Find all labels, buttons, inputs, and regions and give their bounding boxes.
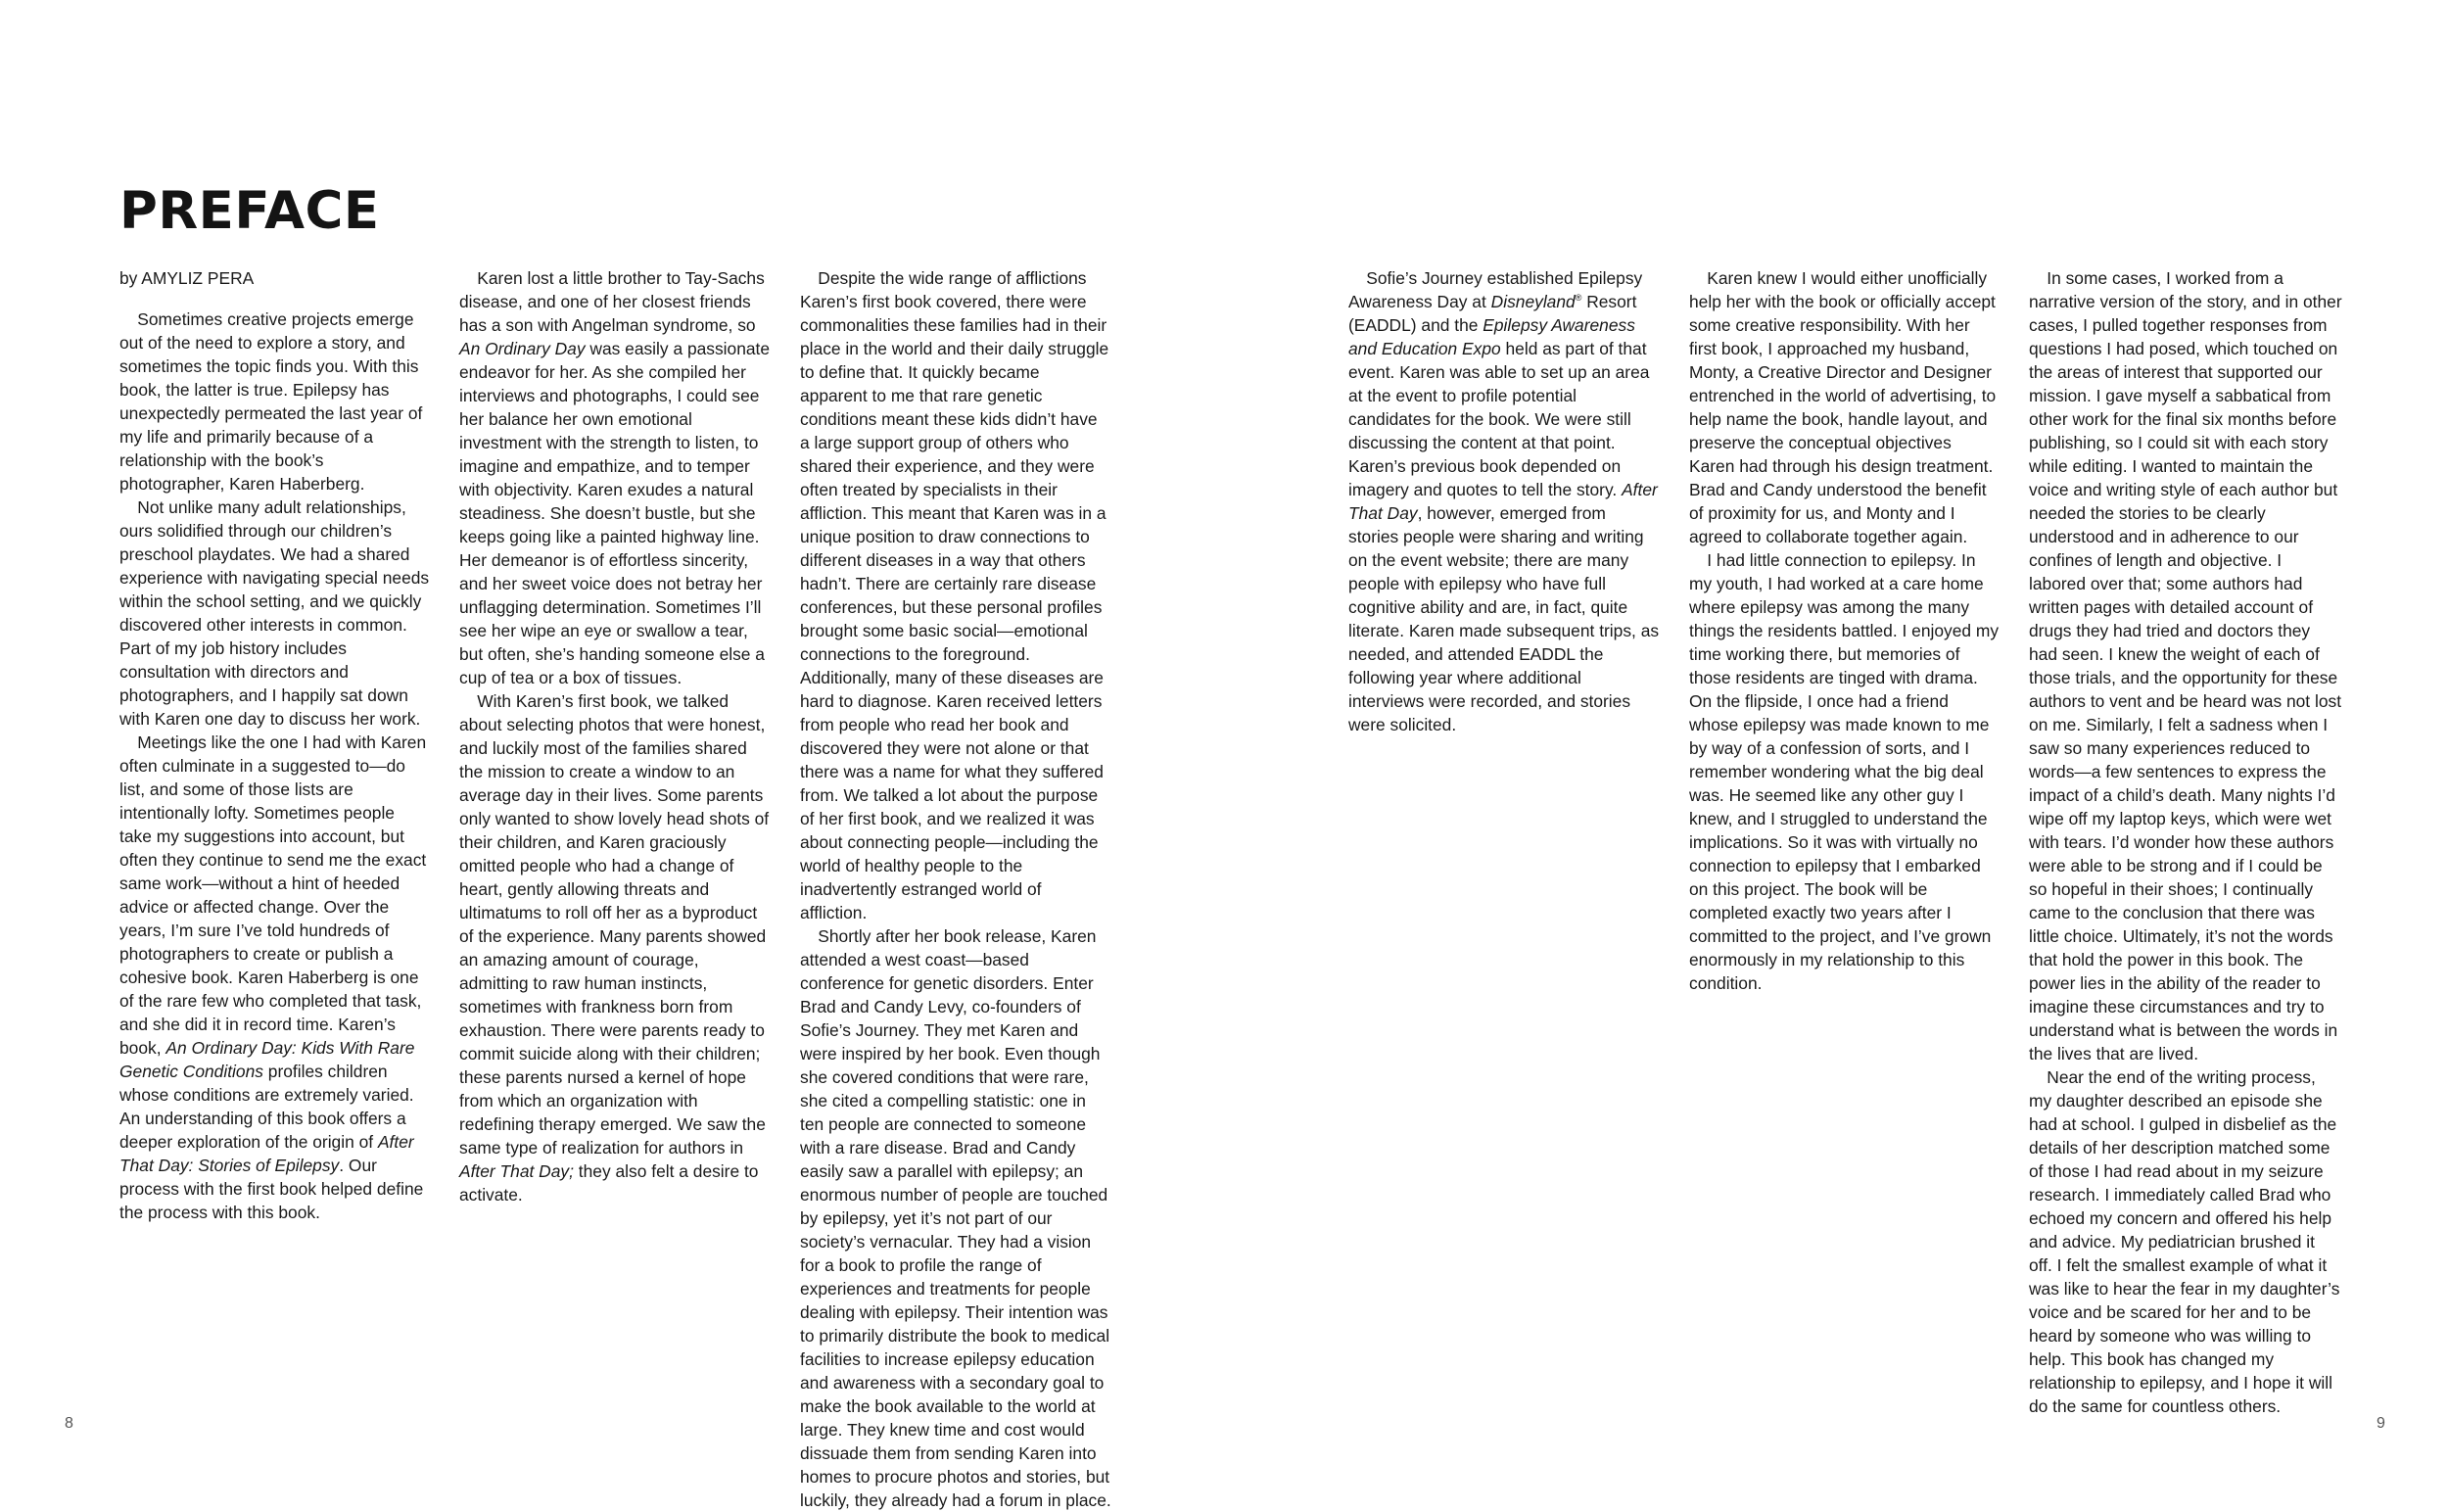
paragraph-11: In some cases, I worked from a narrative version of the story, and in other cases, I pulled together responses from questions I had posed, which touched on the areas of interest that supported our mission. I gave myself a sabbatical from other work for the final six months before publishing, so I could sit with each story while editing. I wanted to maintain the voice and writing style of each author but needed the stories to be clearly understood and in adherence to our confines of length and objective. I labored over that; some authors had written pages with detailed account of drugs they had tried and doctors they had seen. I knew the weight of each of those trials, and the opportunity for these authors to vent and be heard was not lost on me. Similarly, I felt a sadness when I saw so many experiences reduced to words—a few sentences to express the impact of a child’s death. Many nights I’d wipe off my laptop keys, which were wet with tears. I’d wonder how these authors were able to be strong and if I could be so hopeful in their shoes; I continually came to the conclusion that there was little choice. Ultimately, it’s not the words that hold the power in this book. The power lies in the ability of the reader to imagine these circumstances and try to understand what is between the words in the lives that are lived. [2029,268,2342,1063]
book-title-after-that-day: After That Day; [459,1161,574,1181]
book-title-after-that-day-2: After That Day [1348,480,1658,523]
paragraph-4 [459,266,771,689]
paragraph-9: Karen knew I would either unofficially help her with the book or officially accept some creative responsibility. With her first book, I approached my husband, Monty, a Creative Director and Designer entrenched in the world of advertising, to help name the book, handle layout, and preserve the conceptual objectives Karen had through his design treatment. Brad and Candy understood the benefit of proximity for us, and Monty and I agreed to collaborate together again. [1689,268,1997,546]
text-column-4 [1348,266,1660,736]
page-number-left: 8 [65,1415,73,1432]
text-column-5 [1689,266,2001,995]
paragraph-3-text-b: profiles children whose conditions are extremely varied. An understanding of this book offers a deeper exploration of the origin of [119,1062,414,1152]
paragraph-3-text-c: . Our process with the first book helped define the process with this book. [119,1156,424,1222]
text-column-6 [2029,266,2342,1418]
byline: by AMYLIZ PERA [119,268,255,288]
text-column-3 [800,266,1111,1512]
book-title-an-ordinary-day-full: An Ordinary Day: Kids With Rare Genetic Conditions [119,1038,415,1081]
paragraph-5-text-a: With Karen’s first book, we talked about selecting photos that were honest, and luckily most of the families shared the mission to create a window to an average day in their lives. Some parents only wanted to show lovely head shots of their children, and Karen graciously omitted people who had a change of heart, gently allowing threats and ultimatums to roll off her as a byproduct of the experience. Many parents showed an amazing amount of courage, admitting to raw human instincts, sometimes with frankness born from exhaustion. There were parents ready to commit suicide along with their children; these parents nursed a kernel of hope from which an organization with redefining therapy emerged. We saw the same type of realization for authors in [459,691,770,1158]
paragraph-8 [1348,266,1660,736]
paragraph-8-text-b: Resort (EADDL) and the [1348,292,1637,335]
paragraph-7: Shortly after her book release, Karen attended a west coast—based conference for genetic disorders. Enter Brad and Candy Levy, co-founders of Sofie’s Journey. They met Karen and were inspired by her book. Even though she covered conditions that were rare, she cited a compelling statistic: one in ten people are connected to someone with a rare disease. Brad and Candy easily saw a parallel with epilepsy; an enormous number of people are touched by epilepsy, yet it’s not part of our society’s vernacular. They had a vision for a book to profile the range of experiences and treatments for people dealing with epilepsy. Their intention was to primarily distribute the book to medical facilities to increase epilepsy education and awareness with a secondary goal to make the book available to the world at large. They knew time and cost would dissuade them from sending Karen into homes to procure photos and stories, but luckily, they already had a forum in place. [800,926,1111,1510]
book-title-an-ordinary-day: An Ordinary Day [459,339,586,358]
paragraph-6: Despite the wide range of afflictions Karen’s first book covered, there were commonalities these families had in their place in the world and their daily struggle to define that. It quickly became apparent to me that rare genetic conditions meant these kids didn’t have a large support group of others who shared their experience, and they were often treated by specialists in their affliction. This meant that Karen was in a unique position to draw connections to different diseases in a way that others hadn’t. There are certainly rare disease conferences, but these personal profiles brought some basic social—emotional connections to the foreground. Additionally, many of these diseases are hard to diagnose. Karen received letters from people who read her book and discovered they were not alone or that there was a name for what they suffered from. We talked a lot about the purpose of her first book, and we realized it was about connecting people—including the world of healthy people to the inadvertently estranged world of affliction. [800,268,1109,922]
paragraph-8-text-d: , however, emerged from stories people were sharing and writing on the event website; there are many people with epilepsy who have full cognitive ability and are, in fact, quite literate. Karen made subsequent trips, as needed, and attended EADDL the following year where additional interviews were recorded, and stories were solicited. [1348,503,1660,734]
paragraph-8-text-a: Sofie’s Journey established Epilepsy Awareness Day at [1348,268,1643,311]
book-title-after-that-day-full: After That Day: Stories of Epilepsy [119,1132,414,1175]
paragraph-12: Near the end of the writing process, my daughter described an episode she had at school. I gulped in disbelief as the details of her description matched some of those I had read about in my seizure research. I immediately called Brad who echoed my concern and offered his help and advice. My pediatrician brushed it off. I felt the smallest example of what it was like to hear the fear in my daughter’s voice and be scared for her and to be heard by someone who was willing to help. This book has changed my relationship to epilepsy, and I hope it will do the same for countless others. [2029,1067,2340,1416]
paragraph-4-text-a: Karen lost a little brother to Tay-Sachs disease, and one of her closest friends has a son with Angelman syndrome, so [459,268,765,335]
text-column-1 [119,266,431,1224]
paragraph-3 [119,731,431,1224]
paragraph-2: Not unlike many adult relationships, ours solidified through our children’s preschool playdates. We had a shared experience with navigating special needs within the school setting, and we quickly discovered other interests in common. Part of my job history includes consultation with directors and photographers, and I happily sat down with Karen one day to discuss her work. [119,497,430,729]
page-number-right: 9 [2377,1415,2385,1432]
registered-mark: ® [1575,293,1582,304]
disneyland-name: Disneyland [1490,292,1576,311]
page-title: PREFACE [119,181,380,241]
expo-name: Epilepsy Awareness and Education Expo [1348,315,1635,358]
paragraph-8-text-c: held as part of that event. Karen was able to set up an area at the event to profile potential candidates for the book. We were still discussing the content at that point. Karen’s previous book depended on imagery and quotes to tell the story. [1348,339,1650,499]
paragraph-4-text-b: was easily a passionate endeavor for her. As she compiled her interviews and photographs, I could see her balance her own emotional investment with the strength to listen, to imagine and empathize, and to temper with objectivity. Karen exudes a natural steadiness. She doesn’t bustle, but she keeps going like a painted highway line. Her demeanor is of effortless sincerity, and her sweet voice does not betray her unflagging determination. Sometimes I’ll see her wipe an eye or swallow a tear, but often, she’s handing someone else a cup of tea or a box of tissues. [459,339,771,687]
paragraph-1: Sometimes creative projects emerge out of the need to explore a story, and sometimes the topic finds you. With this book, the latter is true. Epilepsy has unexpectedly permeated the last year of my life and primarily because of a relationship with the book’s photographer, Karen Haberberg. [119,309,423,494]
text-column-2 [459,266,771,1206]
paragraph-5-text-b: they also felt a desire to activate. [459,1161,759,1205]
paragraph-10: I had little connection to epilepsy. In my youth, I had worked at a care home where epilepsy was among the many things the residents battled. I enjoyed my time working there, but memories of those residents are tinged with drama. On the flipside, I once had a friend whose epilepsy was made known to me by way of a confession of sorts, and I remember wondering what the big deal was. He seemed like any other guy I knew, and I struggled to understand the implications. So it was with virtually no connection to epilepsy that I embarked on this project. The book will be completed exactly two years after I committed to the project, and I’ve grown enormously in my relationship to this condition. [1689,550,2000,993]
paragraph-5 [459,689,771,1206]
paragraph-3-text-a: Meetings like the one I had with Karen often culminate in a suggested to—do list, and some of those lists are intentionally lofty. Sometimes people take my suggestions into account, but often they continue to send me the exact same work—without a hint of heeded advice or affected change. Over the years, I’m sure I’ve told hundreds of photographers to create or publish a cohesive book. Karen Haberberg is one of the rare few who completed that task, and she did it in record time. Karen’s book, [119,732,427,1058]
